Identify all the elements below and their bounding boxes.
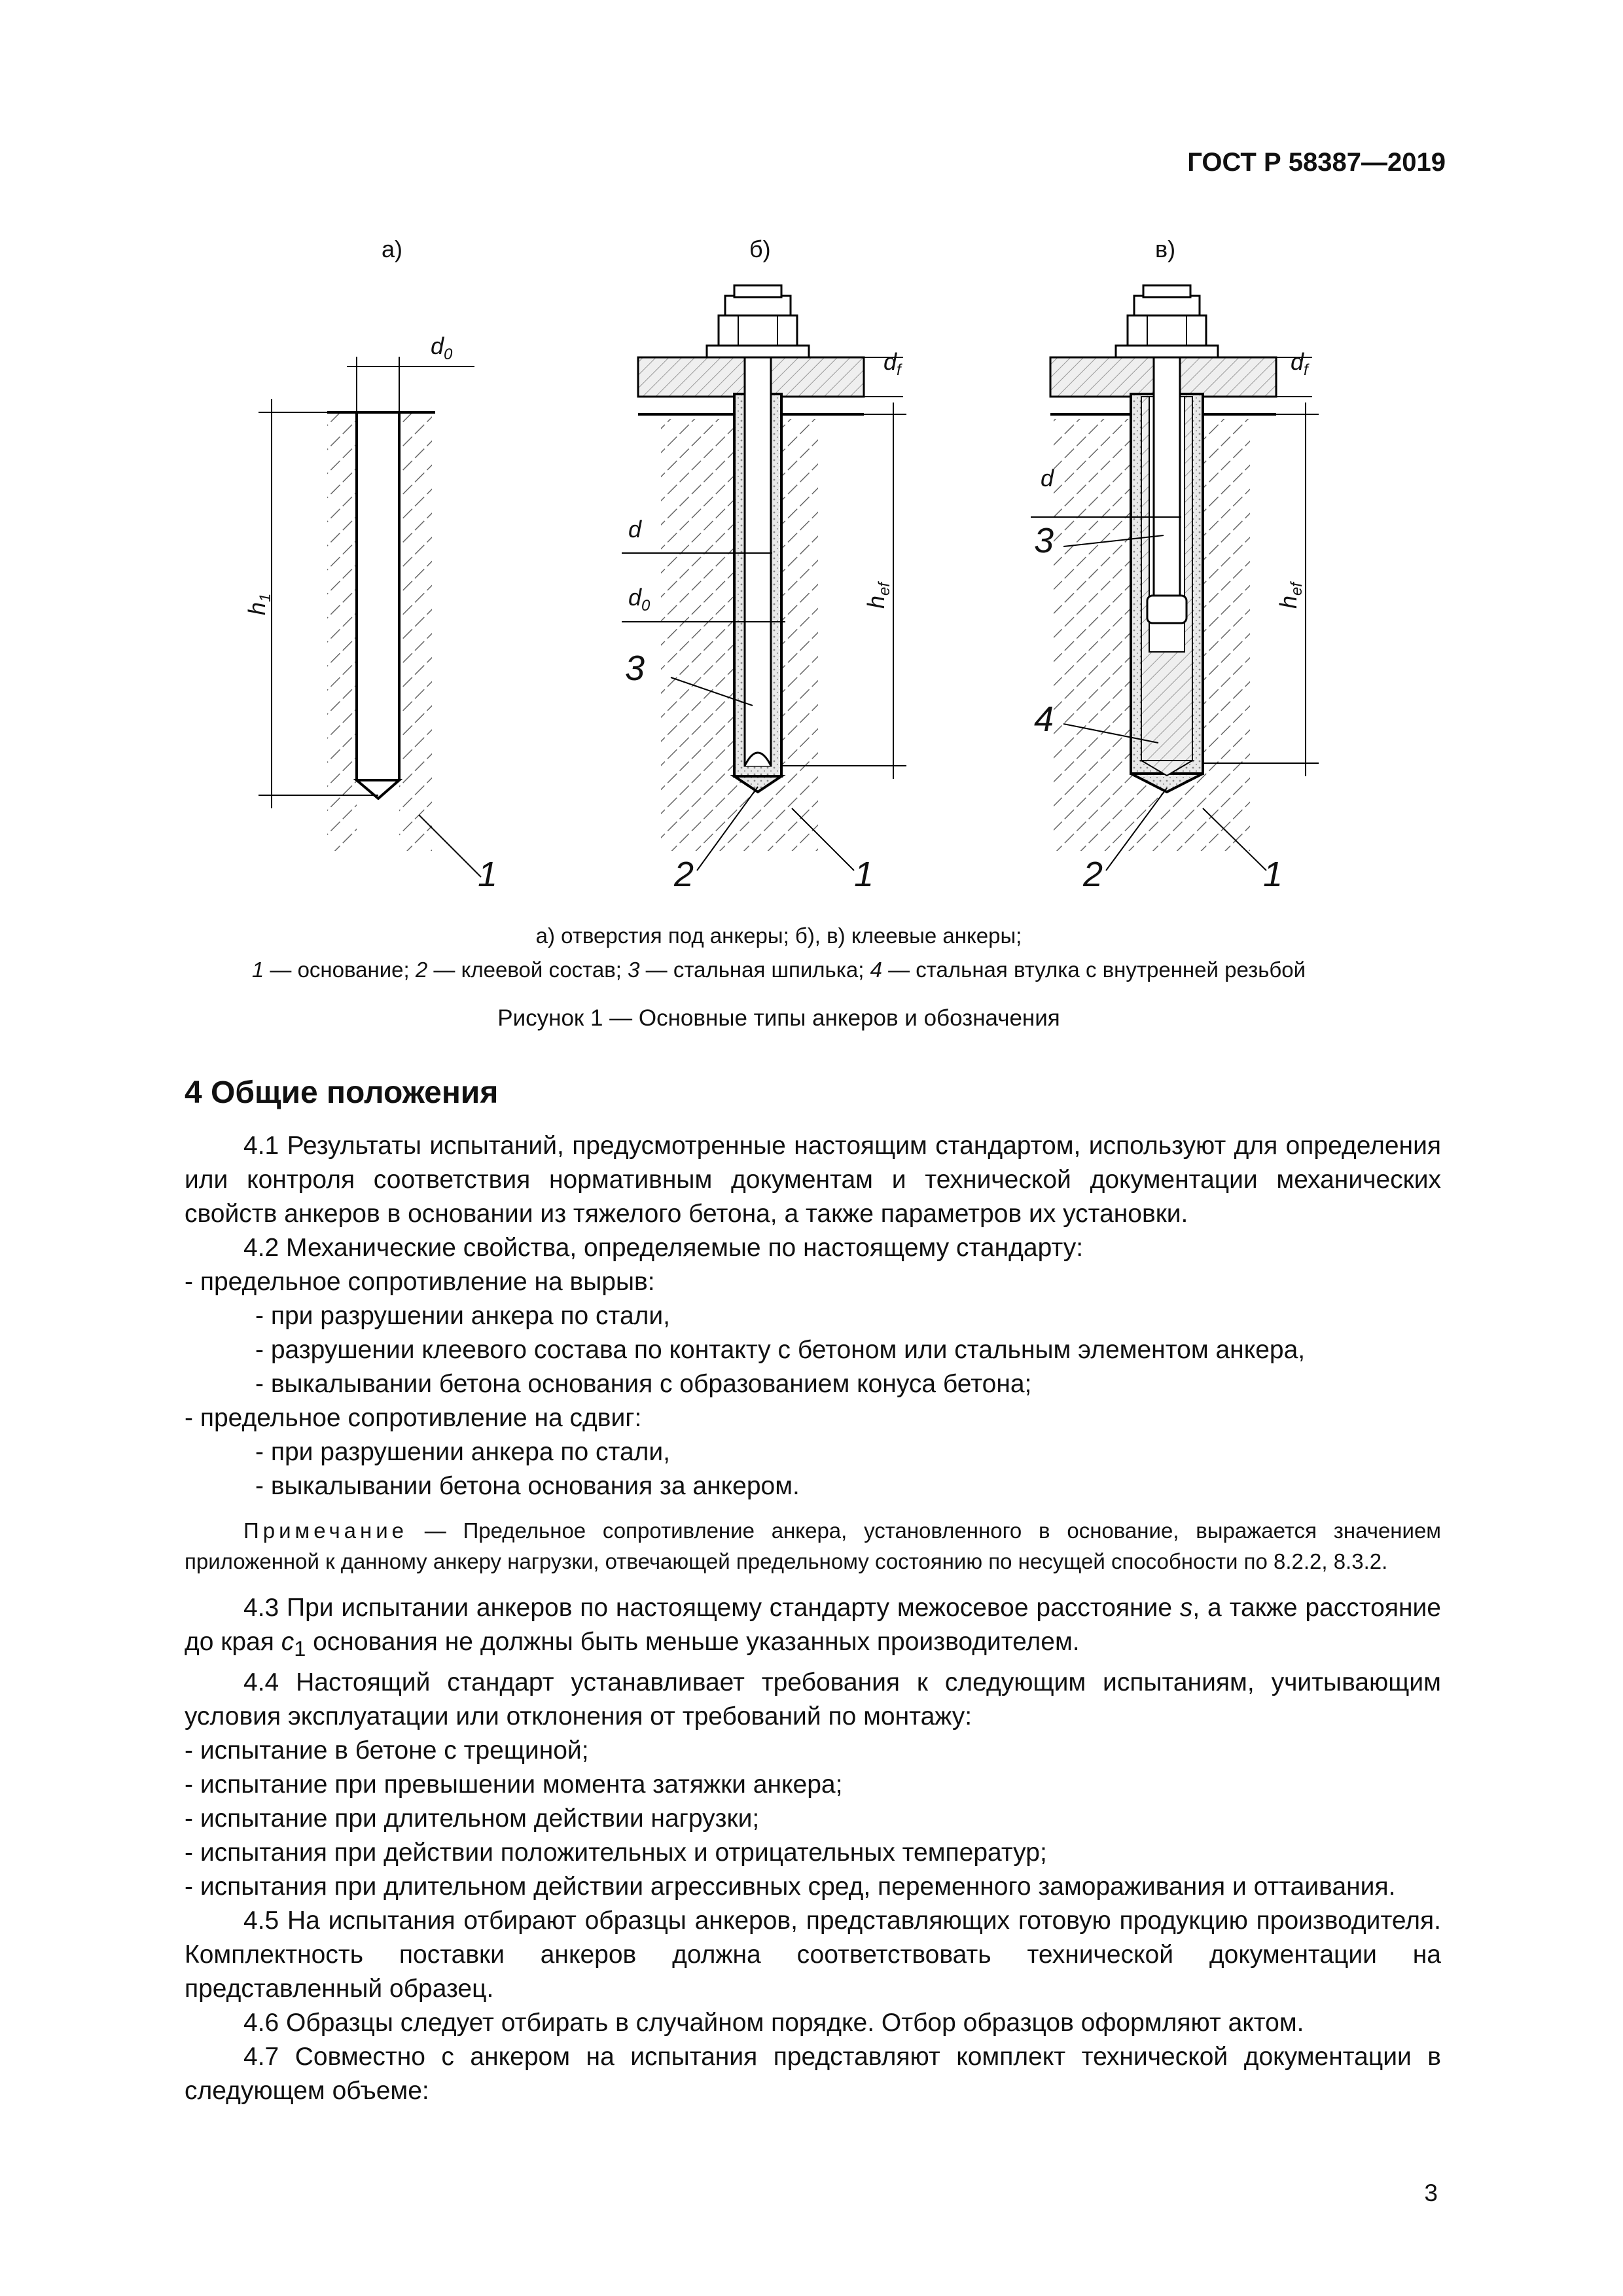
paragraph-4-7: 4.7 Совместно с анкером на испытания представляют комплект технической документации в следующем объеме: bbox=[185, 2042, 1441, 2105]
callout-c-2: 2 bbox=[1083, 855, 1103, 894]
list-item: - испытание при превышении момента затяжки анкера; bbox=[185, 1770, 843, 1799]
panel-c-anchor bbox=[1031, 285, 1319, 870]
dim-b-df: $d_f$ bbox=[883, 348, 901, 380]
figure-legend bbox=[0, 919, 1558, 987]
list-item: - предельное сопротивление на вырыв: bbox=[185, 1268, 655, 1296]
dim-a-d0: $d_0$ bbox=[431, 332, 453, 364]
anchor-drawing bbox=[0, 223, 1623, 903]
list-item: - испытания при действии положительных и отрицательных температур; bbox=[185, 1838, 1047, 1867]
legend-line-1: а) отверстия под анкеры; б), в) клеевые анкеры; bbox=[535, 924, 1022, 948]
paragraph-4-5: 4.5 На испытания отбирают образцы анкеров, представляющих готовую продукцию производителя. Комплектность поставки анкеров должна соответствовать технической документации на представленный образец. bbox=[185, 1906, 1441, 2003]
list-item: - разрушении клеевого состава по контакту с бетоном или стальным элементом анкера, bbox=[255, 1336, 1306, 1364]
dim-c-df: $d_f$ bbox=[1291, 348, 1308, 380]
paragraph-4-4: 4.4 Настоящий стандарт устанавливает требования к следующим испытаниям, учитывающим условия эксплуатации или отклонения от требований по монтажу: bbox=[185, 1668, 1441, 1731]
list-item: - выкалывании бетона основания с образованием конуса бетона; bbox=[255, 1370, 1032, 1398]
dim-b-d0: $d_0$ bbox=[628, 584, 651, 615]
callout-b-2: 2 bbox=[674, 855, 694, 894]
dim-a-h1: $h_1$ bbox=[243, 593, 275, 615]
section-body bbox=[185, 1129, 1441, 2108]
note-label: Примечание bbox=[243, 1518, 408, 1543]
panel-label-c: в) bbox=[1155, 236, 1176, 262]
figure-1 bbox=[0, 223, 1623, 903]
document-header: ГОСТ Р 58387—2019 bbox=[1187, 148, 1446, 177]
list-item: - испытание при длительном действии нагрузки; bbox=[185, 1804, 760, 1833]
panel-b-anchor bbox=[622, 285, 906, 870]
callout-b-1: 1 bbox=[854, 855, 874, 894]
callout-c-4: 4 bbox=[1034, 700, 1054, 739]
legend-line-2: 1 — основание; 2 — клеевой состав; 3 — стальная шпилька; 4 — стальная втулка с внутренней резьбой bbox=[251, 958, 1306, 982]
list-item: - испытание в бетоне с трещиной; bbox=[185, 1736, 589, 1765]
dim-b-hef: $h_{ef}$ bbox=[863, 582, 894, 609]
list-item: - выкалывании бетона основания за анкером. bbox=[255, 1472, 800, 1500]
panel-label-b: б) bbox=[749, 236, 771, 262]
page-number: 3 bbox=[1424, 2179, 1438, 2206]
note-text: — Предельное сопротивление анкера, установленного в основание, выражается значением приложенной к данному анкеру нагрузки, отвечающей предельному состоянию по несущей способности по 8.2.2, 8.3.2. bbox=[185, 1518, 1441, 1573]
list-item: - при разрушении анкера по стали, bbox=[255, 1302, 671, 1330]
list-item: - при разрушении анкера по стали, bbox=[255, 1438, 671, 1466]
list-item: - испытания при длительном действии агрессивных сред, переменного замораживания и оттаивания. bbox=[185, 1872, 1396, 1901]
figure-caption: Рисунок 1 — Основные типы анкеров и обозначения bbox=[497, 1005, 1060, 1031]
callout-c-3: 3 bbox=[1034, 521, 1054, 560]
dim-c-hef: $h_{ef}$ bbox=[1275, 582, 1306, 609]
panel-label-a: а) bbox=[382, 236, 403, 262]
callout-c-1: 1 bbox=[1263, 855, 1283, 894]
section-title: 4 Общие положения bbox=[185, 1075, 499, 1110]
callout-a-1: 1 bbox=[478, 855, 498, 894]
paragraph-4-6: 4.6 Образцы следует отбирать в случайном порядке. Отбор образцов оформляют актом. bbox=[243, 2008, 1304, 2037]
list-item: - предельное сопротивление на сдвиг: bbox=[185, 1404, 642, 1432]
dim-c-d: d bbox=[1041, 465, 1054, 492]
paragraph-4-3: 4.3 При испытании анкеров по настоящему стандарту межосевое расстояние s, а также расстояние до края $c_1$ основания не должны быть меньше указанных производителем. bbox=[185, 1594, 1441, 1660]
paragraph-4-1: 4.1 Результаты испытаний, предусмотренные настоящим стандартом, используют для определения или контроля соответствия нормативным документам и технической документации механических свойств анкеров в основании из тяжелого бетона, а также параметров их установки. bbox=[185, 1132, 1441, 1228]
panel-a-hole bbox=[259, 357, 481, 903]
paragraph-4-2: 4.2 Механические свойства, определяемые по настоящему стандарту: bbox=[243, 1234, 1084, 1262]
note bbox=[185, 1515, 1441, 1577]
dim-b-d: d bbox=[628, 516, 642, 543]
callout-b-3: 3 bbox=[625, 649, 645, 688]
